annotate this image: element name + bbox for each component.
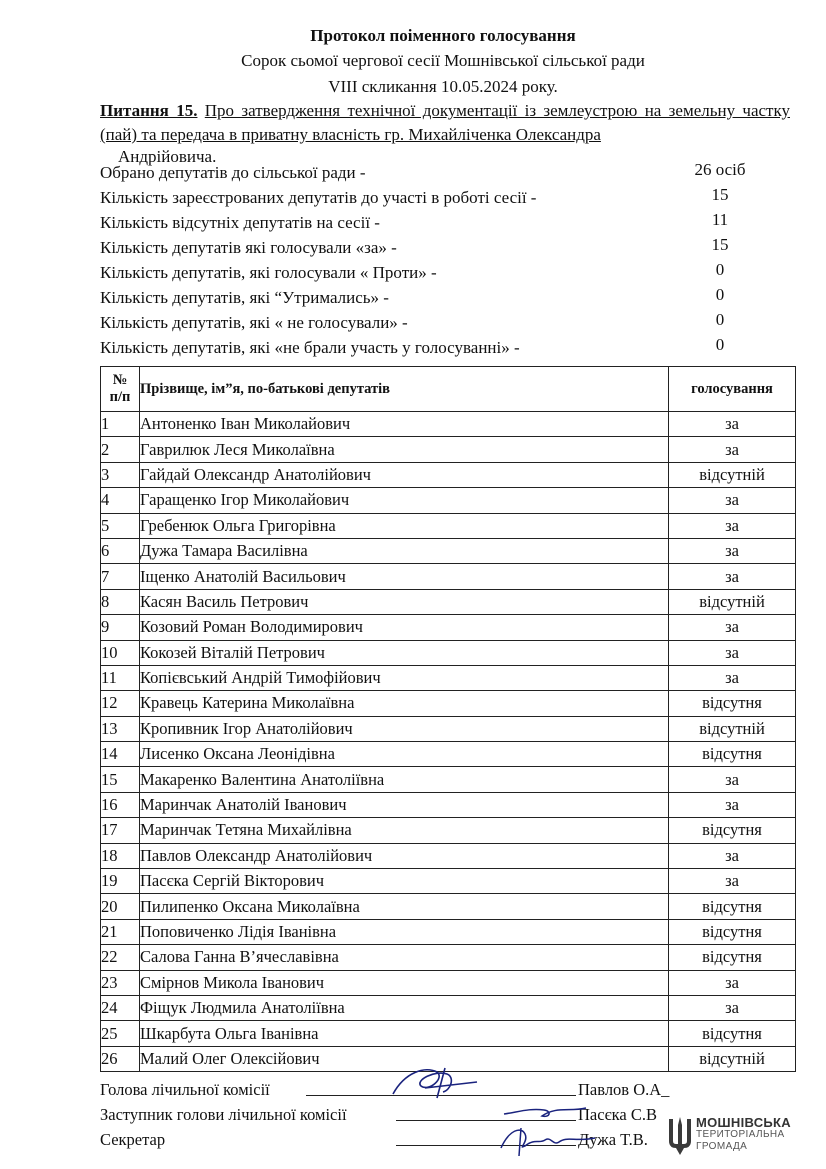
deputy-name: Лисенко Оксана Леонідівна [140,742,669,767]
row-number: 26 [101,1046,140,1071]
deputy-name: Гребенюк Ольга Григорівна [140,513,669,538]
table-row [101,462,796,487]
table-row [101,513,796,538]
stat-label: Кількість відсутніх депутатів на сесії - [100,213,380,232]
vote-result: за [669,995,796,1020]
stat-row [100,260,800,285]
vote-result: відсутній [669,589,796,614]
stat-value: 0 [715,335,725,354]
vote-result: відсутня [669,894,796,919]
stat-row [100,185,800,210]
table-row [101,1021,796,1046]
table-header-row [101,367,796,412]
table-row [101,742,796,767]
question-block [100,99,790,169]
table-row [101,564,796,589]
vote-result: за [669,538,796,563]
vote-result: за [669,843,796,868]
stat-row [100,210,800,235]
stat-row [100,160,800,185]
stat-row [100,285,800,310]
stat-label: Кількість депутатів, які « не голосували» - [100,313,408,332]
deputy-name: Маринчак Тетяна Михайлівна [140,818,669,843]
deputy-name: Салова Ганна В’ячеславівна [140,945,669,970]
deputy-name: Гаврилюк Леся Миколаївна [140,437,669,462]
stat-label: Кількість зареєстрованих депутатів до участі в роботі сесії - [100,188,537,207]
table-row [101,538,796,563]
row-number: 22 [101,945,140,970]
vote-result: відсутня [669,691,796,716]
table-row [101,767,796,792]
vote-result: за [669,412,796,437]
stat-value: 0 [715,310,725,329]
vote-result: за [669,513,796,538]
signature-chair-handwriting [385,1062,495,1102]
row-number: 7 [101,564,140,589]
row-number: 20 [101,894,140,919]
deputy-name: Дужа Тамара Василівна [140,538,669,563]
table-row [101,437,796,462]
stat-label: Кількість депутатів, які «не брали участь у голосуванні» - [100,338,520,357]
vote-result: за [669,615,796,640]
vote-result: відсутня [669,742,796,767]
deputy-name: Маринчак Анатолій Іванович [140,792,669,817]
deputy-name: Касян Василь Петрович [140,589,669,614]
logo-line-3: ГРОМАДА [696,1141,748,1152]
vote-result: відсутній [669,462,796,487]
deputy-name: Фіщук Людмила Анатоліївна [140,995,669,1020]
deputy-name: Козовий Роман Володимирович [140,615,669,640]
row-number: 19 [101,869,140,894]
row-number: 12 [101,691,140,716]
signature-role: Заступник голови лічильної комісії [100,1105,347,1124]
table-row [101,970,796,995]
vote-result: відсутній [669,716,796,741]
question-number: Питання 15. [100,101,198,120]
table-row [101,945,796,970]
session-subtitle: Сорок сьомої чергової сесії Мошнівської сільської ради [241,51,645,70]
signature-name: Дужа Т.В. [578,1130,648,1149]
stat-label: Кількість депутатів які голосували «за» - [100,238,397,257]
deputy-name: Гайдай Олександр Анатолійович [140,462,669,487]
vote-statistics [100,160,800,360]
vote-result: за [669,869,796,894]
question-text: Про затвердження технічної документації із землеустрою на земельну частку (пай) та передача в приватну власність гр. Михайліченка Олександра [100,101,790,144]
vote-result: за [669,564,796,589]
header-name: Прізвище, ім”я, по-батькові депутатів [140,367,669,412]
vote-result: відсутня [669,1021,796,1046]
signature-secretary-handwriting [495,1120,605,1160]
vote-result: за [669,640,796,665]
row-number: 25 [101,1021,140,1046]
stat-label: Кількість депутатів, які “Утримались» - [100,288,389,307]
vote-result: за [669,792,796,817]
vote-result: відсутня [669,945,796,970]
deputy-name: Поповиченко Лідія Іванівна [140,919,669,944]
vote-result: за [669,488,796,513]
deputy-name: Копієвський Андрій Тимофійович [140,665,669,690]
table-row [101,589,796,614]
community-logo [666,1113,816,1163]
document-title: Протокол поіменного голосування [310,26,576,45]
stat-value: 11 [711,210,729,229]
stat-value: 15 [711,235,729,254]
row-number: 17 [101,818,140,843]
deputy-name: Павлов Олександр Анатолійович [140,843,669,868]
table-row [101,919,796,944]
convocation-date: VIII скликання 10.05.2024 року. [328,77,558,96]
deputy-name: Пилипенко Оксана Миколаївна [140,894,669,919]
row-number: 4 [101,488,140,513]
vote-table [100,366,796,1072]
stat-value: 26 осіб [694,160,746,179]
vote-result: за [669,767,796,792]
table-row [101,691,796,716]
stat-value: 0 [715,260,725,279]
table-row [101,412,796,437]
deputy-name: Кокозей Віталій Петрович [140,640,669,665]
header-number: № п/п [101,367,140,412]
row-number: 5 [101,513,140,538]
table-row [101,995,796,1020]
logo-line-1: МОШНІВСЬКА [696,1115,791,1130]
vote-result: відсутня [669,919,796,944]
row-number: 13 [101,716,140,741]
deputy-name: Кропивник Ігор Анатолійович [140,716,669,741]
vote-result: відсутня [669,818,796,843]
row-number: 21 [101,919,140,944]
table-row [101,640,796,665]
row-number: 24 [101,995,140,1020]
deputy-name: Смірнов Микола Іванович [140,970,669,995]
deputy-name: Макаренко Валентина Анатоліївна [140,767,669,792]
signature-role: Голова лічильної комісії [100,1080,270,1099]
deputy-name: Кравець Катерина Миколаївна [140,691,669,716]
deputy-name: Шкарбута Ольга Іванівна [140,1021,669,1046]
deputy-name: Пасєка Сергій Вікторович [140,869,669,894]
deputy-name: Гаращенко Ігор Миколайович [140,488,669,513]
table-row [101,792,796,817]
vote-result: за [669,665,796,690]
row-number: 15 [101,767,140,792]
row-number: 23 [101,970,140,995]
stat-label: Обрано депутатів до сільської ради - [100,163,366,182]
deputy-name: Малий Олег Олексійович [140,1046,669,1071]
row-number: 8 [101,589,140,614]
stat-label: Кількість депутатів, які голосували « Проти» - [100,263,437,282]
question-text-continuation: Андрійовича. [118,147,217,166]
table-row [101,843,796,868]
row-number: 3 [101,462,140,487]
stat-value: 0 [715,285,725,304]
signature-name: Пасєка С.В [578,1105,657,1124]
stat-value: 15 [711,185,729,204]
row-number: 11 [101,665,140,690]
deputy-name: Антоненко Іван Миколайович [140,412,669,437]
stat-row [100,335,800,360]
stat-row [100,310,800,335]
row-number: 18 [101,843,140,868]
vote-result: за [669,970,796,995]
deputy-name: Іщенко Анатолій Васильович [140,564,669,589]
table-row [101,665,796,690]
header-vote: голосування [669,367,796,412]
table-row [101,488,796,513]
table-row [101,615,796,640]
signature-name: Павлов О.А_ [578,1080,670,1099]
row-number: 16 [101,792,140,817]
logo-line-2: ТЕРИТОРІАЛЬНА [696,1129,785,1140]
table-row [101,716,796,741]
row-number: 10 [101,640,140,665]
row-number: 9 [101,615,140,640]
row-number: 6 [101,538,140,563]
stat-row [100,235,800,260]
trident-icon [666,1115,694,1159]
table-row [101,894,796,919]
vote-result: за [669,437,796,462]
row-number: 2 [101,437,140,462]
row-number: 14 [101,742,140,767]
table-row [101,869,796,894]
vote-result: відсутній [669,1046,796,1071]
row-number: 1 [101,412,140,437]
table-row [101,818,796,843]
signature-role: Секретар [100,1130,166,1149]
